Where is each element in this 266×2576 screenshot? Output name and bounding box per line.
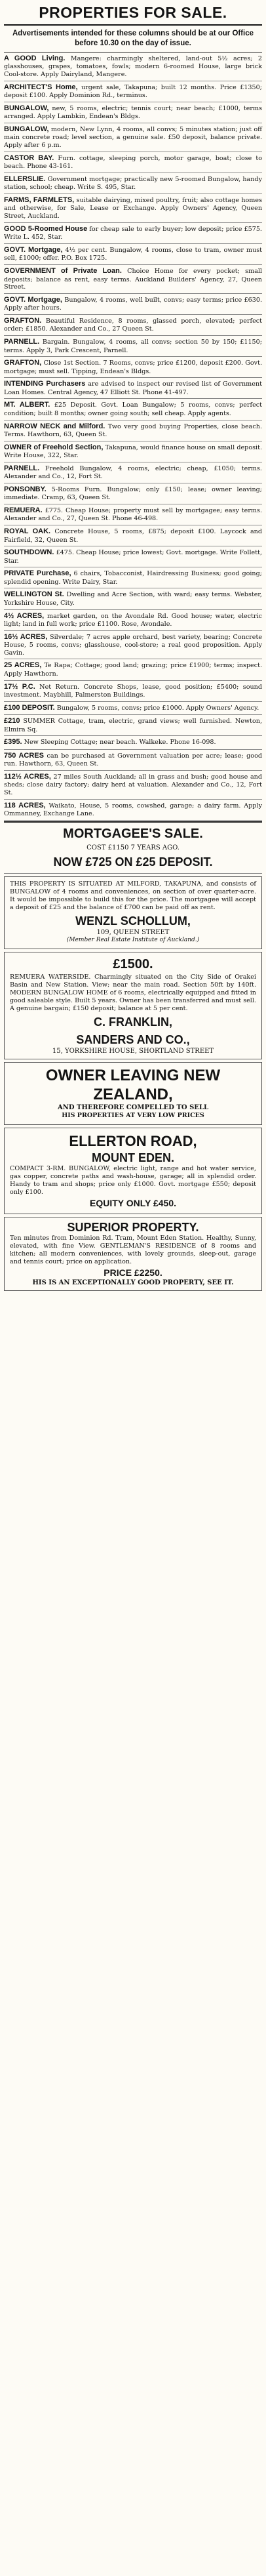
ad-lead: 112½ ACRES, — [4, 772, 51, 781]
ad-lead: GOVT. Mortgage, — [4, 295, 62, 304]
ad-lead: ARCHITECT'S Home, — [4, 83, 78, 91]
page-title: PROPERTIES FOR SALE. — [4, 3, 262, 26]
remuera-body: REMUERA WATERSIDE. Charmingly situated on the City Side of Orakei Basin and New Station. View; near the main road. Section 50ft by 140ft. MODERN BUNGALOW HOME of 6 rooms, electrically equipped and fitted in good saleable style. Built 5 years. Owner has been transferred and must sell. A genuine bargain; £150 deposit; balance at 5 per cent. — [10, 973, 256, 1013]
ad-lead: SOUTHDOWN. — [4, 548, 54, 557]
ad-lead: 16½ ACRES, — [4, 632, 48, 641]
ad-lead: £100 DEPOSIT. — [4, 703, 55, 712]
ad-text: SUMMER Cottage, tram, electric, grand views; well furnished. Newton, Elmira Sq. — [4, 718, 262, 733]
ad-text: Bungalow, 5 rooms, convs; price £1000. Apply Owners' Agency. — [56, 704, 259, 712]
remuera-agent-address: 15, YORKSHIRE HOUSE, SHORTLAND STREET — [52, 1047, 214, 1055]
ad-lead: 17½ P.C. — [4, 682, 35, 691]
mortgagee-heading: MORTGAGEE'S SALE. — [63, 826, 203, 841]
classified-ad — [4, 715, 262, 736]
owner-leaving-ad — [4, 1062, 262, 1125]
ad-text: £775. Cheap House; property must sell by mortgagee; easy terms. Alexander and Co., 27, Queen St. Phone 46-498. — [4, 507, 262, 523]
classified-ad — [4, 294, 262, 315]
classified-ad — [4, 52, 262, 81]
classified-ad — [4, 462, 262, 483]
ad-text: market garden, on the Avondale Rd. Good house; water, electric light; land in full work; price £1100. Rose, Avondale. — [4, 612, 262, 628]
owner-leaving-line-4: HIS PROPERTIES AT VERY LOW PRICES — [62, 1111, 204, 1119]
classified-ad — [4, 420, 262, 441]
classified-ad — [4, 610, 262, 631]
ad-text: Close 1st Section. 7 Rooms, convs; price £1200, deposit £200. Govt. mortgage; must sell. Tipping, Endean's Bldgs. — [4, 359, 262, 375]
classified-ad — [4, 750, 262, 771]
ad-text: Dwelling and Acre Section, with ward; easy terms. Webster, Yorkshire House, City. — [4, 591, 262, 607]
ad-lead: GRAFTON, — [4, 359, 42, 367]
classified-ad — [4, 315, 262, 336]
ad-lead: GOOD 5-Roomed House — [4, 224, 88, 233]
classified-ad — [4, 631, 262, 660]
classified-ad — [4, 771, 262, 800]
mortgagee-cost: COST £1150 7 YEARS AGO. — [86, 844, 180, 852]
ad-lead: GOVT. Mortgage, — [4, 245, 63, 254]
mortgagee-body: THIS PROPERTY IS SITUATED AT MILFORD, TAKAPUNA, and consists of BUNGALOW of 4 rooms and conveniences, on section of over quarter-acre. It would be impossible to build this for the price. The mortgagee will accept a deposit of £25 and the balance of £700 can be paid off as rent. — [10, 880, 256, 912]
classified-ad — [4, 81, 262, 102]
ad-text: 5-Rooms Furn. Bungalow; only £150; lease; owner leaving; immediate. Cramp, 63, Queen St. — [4, 485, 262, 502]
classified-ad — [4, 194, 262, 223]
ad-text: Freehold Bungalow, 4 rooms, electric; cheap, £1050; terms. Alexander and Co., 12, Fort St. — [4, 464, 262, 481]
ad-lead: INTENDING Purchasers — [4, 380, 86, 388]
classified-ad — [4, 736, 262, 749]
superior-price: PRICE £2250. — [104, 1267, 162, 1278]
ad-text: new, 5 rooms, electric; tennis court; near beach; £1000, terms arranged. Apply Lambkin, Endean's Bldgs. — [4, 104, 262, 121]
ad-lead: 750 ACRES — [4, 751, 44, 760]
ad-text: urgent sale, Takapuna; built 12 months. Price £1350; deposit £100. Apply Dominion Rd., terminus. — [4, 83, 262, 100]
ad-text: can be purchased at Government valuation per acre; lease; good run. Hawthorn, 63, Queen St. — [4, 752, 262, 768]
superior-body: Ten minutes from Dominion Rd. Tram, Mount Eden Station. Healthy, Sunny, elevated, with fine View. GENTLEMAN'S RESIDENCE of 8 rooms and kitchen; all modern conveniences, with lovely grounds, sleep-out, garage and tennis court; price on application. — [10, 1234, 256, 1265]
ad-text: Silverdale; 7 acres apple orchard, best variety, bearing; Concrete House, 5 rooms, convs; glasshouse, cool-store; a real good proposition. Apply Gavin. — [4, 633, 262, 657]
remuera-price: £1500. — [113, 956, 153, 971]
classified-ad — [4, 123, 262, 152]
ad-text: Government mortgage; practically new 5-roomed Bungalow, handy station, school; cheap. Write S. 495, Star. — [4, 175, 262, 192]
ad-text: Two very good buying Properties, close beach. Terms. Hawthorn, 63, Queen St. — [4, 422, 262, 438]
ad-lead: PARNELL. — [4, 338, 40, 346]
mortgagee-now-price: NOW £725 ON £25 DEPOSIT. — [4, 853, 262, 874]
ad-text: Te Rapa; Cottage; good land; grazing; price £1900; terms; inspect. Apply Hawthorn. — [4, 662, 262, 678]
classified-ad — [4, 152, 262, 173]
ad-text: Net Return. Concrete Shops, lease, good position; £5400; sound investment. Maybhill, Palmerston Buildings. — [4, 683, 262, 699]
remuera-agent-2: SANDERS AND CO., — [76, 1032, 190, 1046]
owner-leaving-line-3: AND THEREFORE COMPELLED TO SELL — [58, 1104, 208, 1111]
ad-text: are advised to inspect our revised list of Government Loan Homes. Central Agency, 47 Elliott St. Phone 41-497. — [4, 380, 262, 396]
classified-ad — [4, 399, 262, 420]
ad-text: modern, New Lynn, 4 rooms, all convs; 5 minutes station; just off main concrete road; level section, a genuine sale. £50 deposit, balance private. Apply after 6 p.m. — [4, 126, 262, 150]
classified-ad — [4, 702, 262, 715]
ad-text: £25 Deposit. Govt. Loan Bungalow; 5 rooms, convs; perfect condition; built 8 months; owner going south; sell cheap. Apply agents. — [4, 401, 262, 417]
ad-lead: 118 ACRES, — [4, 801, 46, 809]
ad-lead: £210 — [4, 717, 20, 726]
superior-ad — [4, 1217, 262, 1291]
classified-ad — [4, 800, 262, 821]
ad-lead: £395. — [4, 738, 22, 746]
ad-lead: PARNELL. — [4, 464, 40, 472]
ad-text: Beautiful Residence, 8 rooms, glassed porch, elevated; perfect order; £1850. Alexander and Co., 27 Queen St. — [4, 317, 262, 333]
mortgagee-ad — [4, 876, 262, 949]
classified-ad — [4, 567, 262, 588]
classified-ad — [4, 357, 262, 378]
classified-ad — [4, 659, 262, 680]
owner-leaving-line-1: OWNER LEAVING NEW — [45, 1066, 221, 1084]
ad-lead: A GOOD Living. — [4, 54, 66, 62]
ad-lead: OWNER of Freehold Section, — [4, 443, 104, 451]
ad-lead: 4½ ACRES, — [4, 611, 45, 620]
ad-lead: GRAFTON. — [4, 317, 42, 325]
classified-ads-list — [4, 52, 262, 821]
ad-lead: BUNGALOW, — [4, 104, 49, 112]
ad-lead: NARROW NECK and Milford. — [4, 422, 105, 430]
classified-ad — [4, 546, 262, 567]
ad-text: Mangere: charmingly sheltered, land-out 5½ acres; 2 glasshouses, grapes, tomatoes, fowls; modern 6-roomed House, large brick Cool-store. Apply Dairyland, Mangere. — [4, 55, 262, 79]
classified-ad — [4, 504, 262, 525]
ad-text: Bargain. Bungalow, 4 rooms, all convs; section 50 by 150; £1150; terms. Apply 3, Park Crescent, Parnell. — [4, 338, 262, 354]
ellerton-title: ELLERTON ROAD, — [69, 1133, 197, 1149]
ad-text: 6 chairs, Tobacconist, Hairdressing Business; good going; splendid opening. Write Dairy, Star. — [4, 570, 262, 586]
classified-ad — [4, 681, 262, 702]
ad-lead: MT. ALBERT. — [4, 401, 50, 409]
ad-text: Bungalow, 4 rooms, well built, convs; easy terms; price £630. Apply after hours. — [4, 296, 262, 312]
ad-text: Takapuna, would finance house on small deposit. Write House, 322, Star. — [4, 443, 262, 460]
ad-text: £475. Cheap House; price lowest; Govt. mortgage. Write Follett, Star. — [4, 549, 262, 565]
ad-lead: 25 ACRES, — [4, 661, 42, 670]
ad-text: Choice Home for every pocket; small deposits; balance as rent, easy terms. Auckland Builders' Agency, 27, Queen Street. — [4, 268, 262, 291]
ad-lead: GOVERNMENT of Private Loan. — [4, 267, 122, 276]
ad-text: New Sleeping Cottage; near beach. Walkeke. Phone 16-098. — [24, 739, 216, 746]
classified-ad — [4, 483, 262, 504]
ad-lead: WELLINGTON St. — [4, 590, 64, 599]
ellerton-equity: EQUITY ONLY £450. — [89, 1198, 177, 1209]
ad-lead: ROYAL OAK. — [4, 527, 51, 536]
ellerton-subtitle: MOUNT EDEN. — [92, 1151, 174, 1164]
classified-ad — [4, 378, 262, 399]
classified-ad — [4, 525, 262, 546]
ad-text: Concrete House, 5 rooms, £875; deposit £100. Laycock and Fairfield, 32, Queen St. — [4, 528, 262, 544]
ad-lead: REMUERA. — [4, 506, 43, 514]
ad-text: 4½ per cent. Bungalow, 4 rooms, close to tram, owner must sell, £1000; offer. P.O. Box 1725. — [4, 246, 262, 262]
ad-lead: PONSONBY. — [4, 485, 47, 493]
ad-lead: BUNGALOW, — [4, 125, 49, 134]
classified-ad — [4, 265, 262, 294]
submission-notice: Advertisements intended for these columns should be at our Office before 10.30 on the day of issue. — [4, 26, 262, 52]
classified-ad — [4, 244, 262, 265]
classified-ad — [4, 223, 262, 244]
superior-footer: HIS IS AN EXCEPTIONALLY GOOD PROPERTY, SEE IT. — [32, 1279, 234, 1287]
ad-lead: ELLERSLIE. — [4, 174, 46, 183]
mortgagee-agent-member: (Member Real Estate Institute of Auckland.) — [66, 937, 200, 944]
remuera-ad — [4, 952, 262, 1059]
superior-title: SUPERIOR PROPERTY. — [67, 1220, 199, 1234]
ad-lead: FARMS, FARMLETS, — [4, 196, 75, 205]
ad-lead: CASTOR BAY. — [4, 153, 54, 162]
ad-text: suitable dairying, mixed poultry, fruit; also cottage homes and otherwise, for Sale, Lease or Exchange. Apply Owners' Agency, Queen Street, Auckland. — [4, 197, 262, 220]
owner-leaving-line-2: ZEALAND, — [93, 1085, 173, 1103]
ellerton-body: COMPACT 3-RM. BUNGALOW, electric light, range and hot water service, gas copper, concrete paths and wash-house, garage; all in splendid order. Handy to tram and shops; price only £1000. Govt. mortgage £550; deposit only £100. — [10, 1165, 256, 1196]
ad-text: Waikato, House, 5 rooms, cowshed, garage; a dairy farm. Apply Ommanney, Exchange Lane. — [4, 802, 262, 817]
classified-ad — [4, 336, 262, 357]
ad-lead: PRIVATE Purchase, — [4, 569, 71, 578]
ellerton-ad — [4, 1128, 262, 1214]
mortgagee-agent-address: 109, QUEEN STREET — [96, 929, 170, 937]
ad-text: Furn. cottage, sleeping porch, motor garage, boat; close to beach. Phone 43-161. — [4, 154, 262, 171]
classified-ad — [4, 102, 262, 123]
classified-ad — [4, 173, 262, 194]
ad-text: for cheap sale to early buyer; low deposit; price £575. Write L. 452, Star. — [4, 225, 262, 241]
classified-ad — [4, 441, 262, 462]
remuera-agent-1: C. FRANKLIN, — [94, 1015, 172, 1029]
ad-text: 27 miles South Auckland; all in grass and bush; good house and sheds; close dairy factory; dairy herd at valuation. Alexander and Co., 12, Fort St. — [4, 773, 263, 796]
classified-ad — [4, 588, 262, 609]
mortgagee-agent-name: WENZL SCHOLLUM, — [75, 914, 191, 928]
